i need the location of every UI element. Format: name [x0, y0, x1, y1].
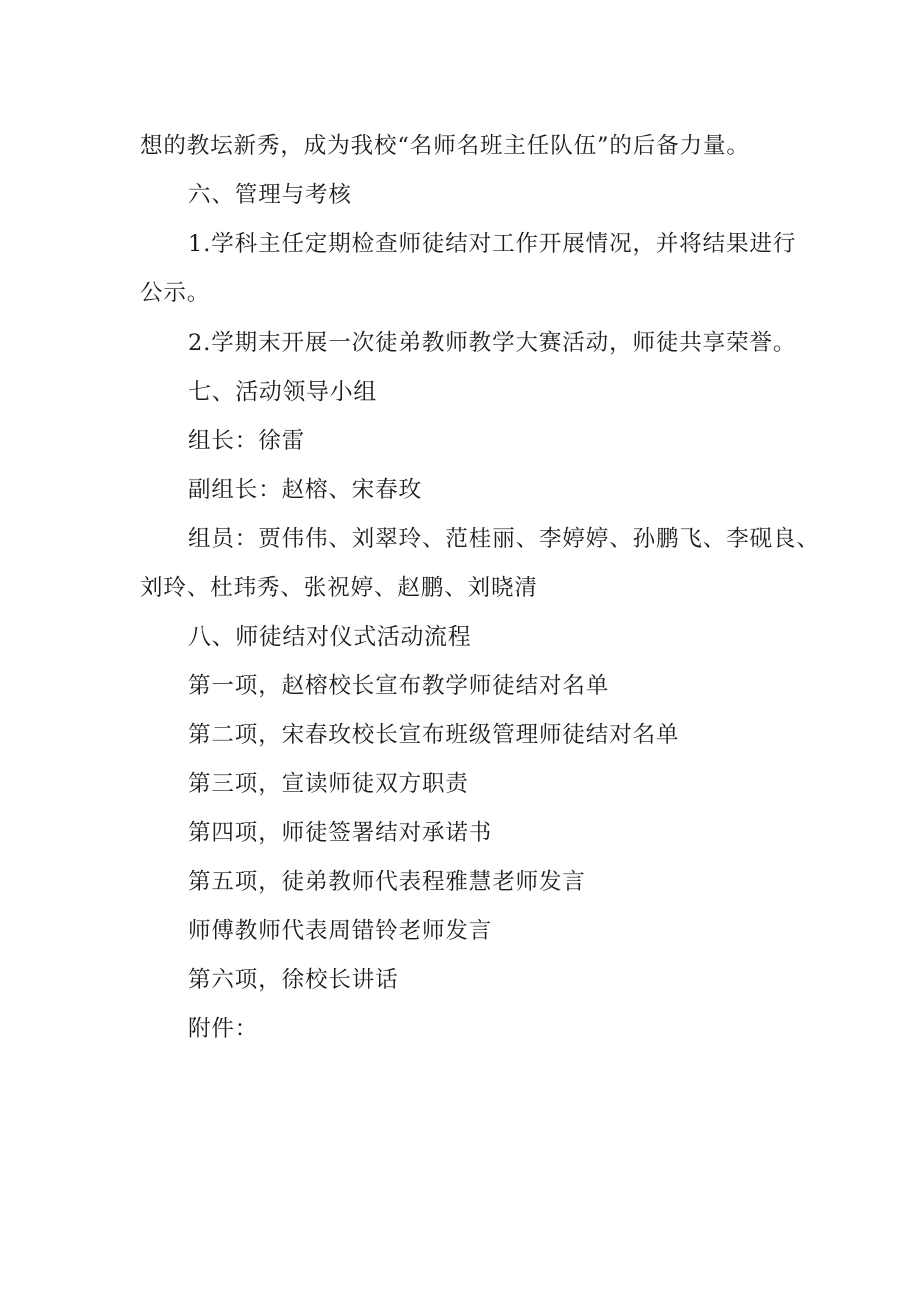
ceremony-step: 第四项，师徒签署结对承诺书: [188, 820, 493, 846]
ceremony-step: 第一项，赵榕校长宣布教学师徒结对名单: [188, 673, 610, 699]
group-leader: 组长：徐雷: [188, 428, 306, 454]
ceremony-step: 师傅教师代表周错铃老师发言: [188, 918, 493, 944]
ceremony-step: 第三项，宣读师徒双方职责: [188, 771, 469, 797]
section-6-title: 六、管理与考核: [188, 182, 352, 208]
section-7-title: 七、活动领导小组: [188, 379, 377, 405]
ceremony-step: 第六项，徐校长讲话: [188, 967, 399, 993]
section-8-title: 八、师徒结对仪式活动流程: [188, 624, 472, 650]
attachment-label: 附件：: [188, 1016, 259, 1042]
section-6-item-2: 2.学期末开展一次徒弟教师教学大赛活动，师徒共享荣誉。: [188, 330, 797, 356]
group-deputy-leader: 副组长：赵榕、宋春玫: [188, 477, 423, 503]
paragraph-continuation: 想的教坛新秀，成为我校“名师名班主任队伍”的后备力量。: [140, 133, 750, 159]
ceremony-step: 第五项，徒弟教师代表程雅慧老师发言: [188, 869, 586, 895]
section-6-item-1-line-2: 公示。: [140, 280, 211, 306]
section-6-item-1-line-1: 1.学科主任定期检查师徒结对工作开展情况，并将结果进行: [188, 231, 797, 257]
ceremony-step: 第二项，宋春玫校长宣布班级管理师徒结对名单: [188, 722, 680, 748]
group-members-line-1: 组员：贾伟伟、刘翠玲、范桂丽、李婷婷、孙鹏飞、李砚良、: [188, 526, 820, 552]
group-members-line-2: 刘玲、杜玮秀、张祝婷、赵鹏、刘晓清: [140, 575, 538, 601]
